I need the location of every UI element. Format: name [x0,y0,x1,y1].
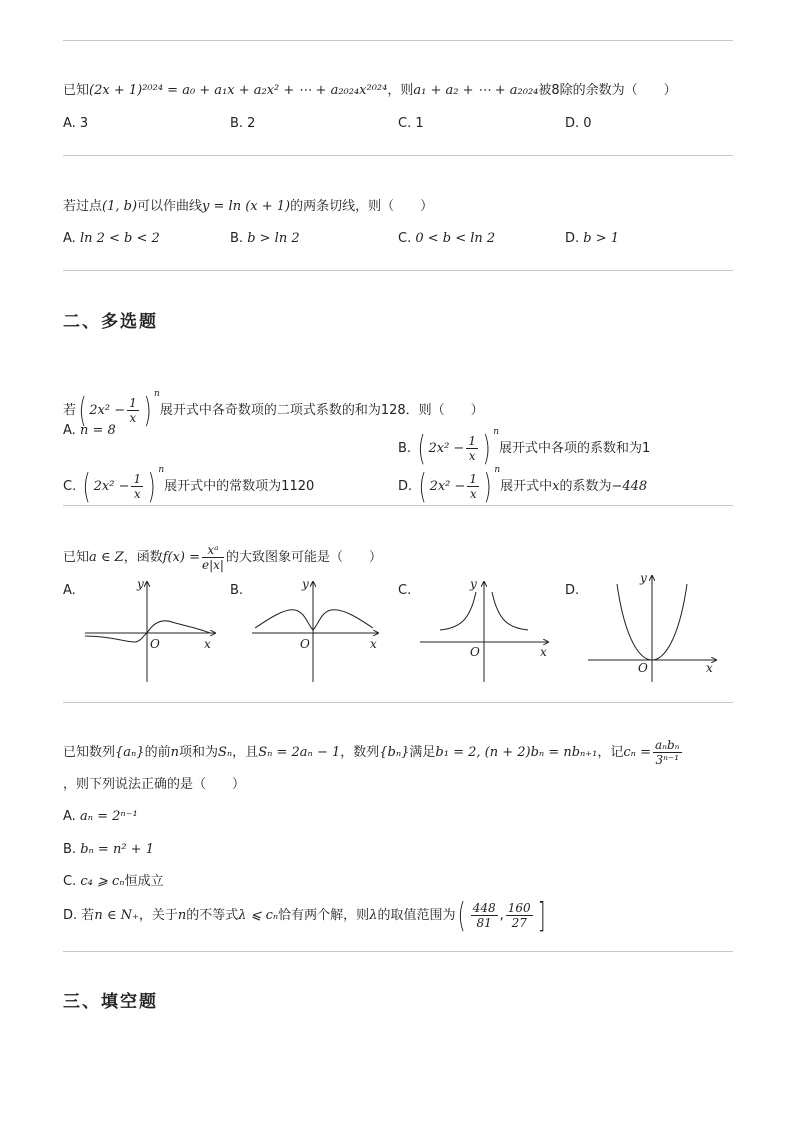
math-text: 可以作曲线 [137,199,203,214]
math-text: x [129,411,137,425]
math-text [202,543,224,572]
math-text: 27 [511,916,527,930]
q1-stem [63,82,677,100]
math-text: 恰有两个解，则 [278,908,370,923]
math-text: C. [398,231,412,246]
math-text: ，记 [597,745,624,760]
math-text: 已知数列 [63,745,116,760]
math-text: ，函数 [123,550,163,565]
math-text: 展开式中各奇数项的二项式系数的和为128．则（ ） [159,403,484,418]
y-axis-label: y [302,577,309,591]
math-text: ，则 [387,83,414,98]
q1-sum: a₁ + a₂ + ⋯ + a₂₀₂₄ [413,83,539,98]
math-text: ln 2 < b < 2 [79,231,160,246]
math-text: ，且 [232,745,259,760]
divider [63,951,733,952]
math-text: ( [417,428,426,469]
math-text: B. [63,842,77,857]
math-text: b > ln 2 [247,231,300,246]
divider [63,270,733,271]
math-text: {bₙ} [379,745,410,760]
math-text: 满足 [409,745,436,760]
math-text: f(x) = [162,550,201,565]
math-text: ] [537,895,546,936]
math-text: 被8除的余数为（ ） [538,83,677,98]
q4-option-a-label[interactable]: A. [63,583,76,598]
math-text [653,738,682,767]
q2-option-b[interactable] [230,230,300,248]
math-text: {aₙ} [115,745,145,760]
math-text: −448 [611,479,648,494]
math-text: 81 [476,916,492,930]
math-text: 的不等式 [186,908,239,923]
q4-graphs [0,570,794,690]
math-text: 恒成立 [124,874,164,889]
q2-option-a[interactable] [63,230,160,248]
math-text: xᵃ [202,543,224,558]
math-text: B. [398,441,412,456]
q5-stem-line1 [63,736,684,770]
graph-a[interactable] [85,577,215,682]
math-text: a ∈ Z [89,550,124,565]
q5-option-d[interactable]: D. 若n ∈ N₊，关于n的不等式λ ⩽ cₙ恰有两个解，则λ的取值范围为( $\frac{448}{81}$ , $\frac{160}{27}$ ] [63,895,546,936]
section-title-multiple-choice: 二、多选题 [63,312,158,332]
graph-d[interactable] [588,571,716,682]
graph-c[interactable] [420,577,548,682]
math-text: b₁ = 2, (n + 2)bₙ = nbₙ₊₁ [435,745,598,760]
q1-option-a[interactable]: A. 3 [63,116,89,131]
math-text: b > 1 [583,231,620,246]
math-text: 的大致图象可能是（ ） [225,550,382,565]
math-text: 若过点 [63,199,103,214]
math-text [471,901,498,930]
math-text: 项和为 [178,745,218,760]
math-text: c₄ ⩾ cₙ [80,874,125,889]
math-text: 1 [133,472,142,486]
math-text: ( [418,466,427,507]
math-text: Sₙ = 2aₙ − 1 [258,745,341,760]
math-text: 2x² − [89,403,126,418]
q4-option-d-label[interactable]: D. [565,583,580,598]
origin-label: O [300,637,310,651]
math-text: D. [398,479,413,494]
x-axis-label: x [370,637,377,651]
math-text: ，关于 [138,908,178,923]
math-text: B. [230,231,244,246]
section-title-fill-in: 三、填空题 [63,992,158,1012]
x-axis-label: x [204,637,211,651]
q2-option-c[interactable] [398,230,495,248]
q1-option-d[interactable]: D. 0 [565,116,592,131]
math-text: 0 < b < ln 2 [415,231,496,246]
math-text: 的系数为 [559,479,612,494]
y-axis-label: y [640,571,647,585]
math-text: e|x| [202,558,224,572]
math-text: 1 [469,472,478,486]
math-text: 160 [507,901,531,915]
math-text: n [177,908,187,923]
divider [63,155,733,156]
x-axis-label: x [540,645,547,659]
math-text: 2x² − [429,479,466,494]
graph-b[interactable] [252,577,378,682]
math-text: A. [63,809,76,824]
math-text: 展开式中 [500,479,553,494]
math-text: λ ⩽ cₙ [238,908,279,923]
y-axis-label: y [137,577,144,591]
math-text: x [552,479,560,494]
math-text: 已知 [63,550,90,565]
math-text: x [468,449,476,463]
math-text: 1 [468,434,476,448]
math-text: x [469,487,477,501]
q3-stem: 若( 2x² − $\frac{1}{x}$ ) $^n$展开式中各奇数项的二项式系数的和为128．则（ ） [63,389,484,431]
math-text: ) [143,390,152,431]
math-text: cₙ = [623,745,651,760]
math-text: 展开式中的常数项为1120 [164,479,315,494]
math-text: n = 8 [79,423,116,438]
math-text: D. [565,231,580,246]
math-text: ( [83,466,91,507]
math-text [467,472,479,501]
math-text: 1 [129,396,137,410]
math-text: n ∈ N₊ [94,908,139,923]
math-text [506,901,533,930]
math-text: 的前 [144,745,171,760]
q5-option-b[interactable] [63,841,154,859]
y-axis-label: y [470,577,477,591]
math-text: ) [482,428,491,469]
math-text: 2x² − [428,441,465,456]
math-text: ，数列 [340,745,380,760]
math-text: A. [63,423,76,438]
math-text: D. [63,908,78,923]
math-text: λ [369,908,378,923]
origin-label: O [638,661,648,675]
math-text: 若 [63,403,77,418]
math-text: bₙ = n² + 1 [80,842,154,857]
math-text: 的取值范围为 [377,908,456,923]
q1-option-c[interactable]: C. 1 [398,116,424,131]
q5-option-a[interactable] [63,808,138,826]
math-text: 若 [81,908,95,923]
q5-stem-line2: ，则下列说法正确的是（ ） [63,777,246,792]
origin-label: O [150,637,160,651]
q4-option-c-label[interactable]: C. [398,583,412,598]
q3-option-c[interactable]: C. ( 2x² − $\frac{1}{x}$ ) $^n$展开式中的常数项为1120 [63,465,315,507]
math-text: ) [483,466,492,507]
math-text: A. [63,231,76,246]
math-text: ( [458,895,467,936]
q4-option-b-label[interactable]: B. [230,583,244,598]
q1-expansion: (2x + 1)²⁰²⁴ = a₀ + a₁x + a₂x² + ⋯ + a₂₀₂₄x²⁰²⁴ [89,83,388,98]
math-text: C. [63,479,77,494]
math-text: 3ⁿ⁻¹ [655,753,680,767]
math-text [131,472,143,501]
math-text: Sₙ [217,745,233,760]
q5-option-c[interactable] [63,873,164,891]
math-text: 展开式中各项的系数和为1 [499,441,651,456]
math-text: ) [147,466,156,507]
origin-label: O [470,645,480,659]
math-text: 已知 [63,83,90,98]
q1-option-b[interactable]: B. 2 [230,116,256,131]
math-text: 2x² − [93,479,130,494]
math-text: n [170,745,179,760]
math-text: aₙbₙ [654,738,680,752]
divider [63,40,733,41]
math-text: 448 [472,901,496,915]
math-text: ( [78,390,87,431]
math-text: 的两条切线，则（ ） [290,199,434,214]
q3-option-b[interactable]: B. ( 2x² − $\frac{1}{x}$ ) $^n$展开式中各项的系数和为1 [398,427,651,469]
q2-stem [63,198,433,216]
q3-option-d[interactable]: D. ( 2x² − $\frac{1}{x}$ ) $^n$展开式中x的系数为−448 [398,465,648,507]
math-text: (1, b) [102,199,138,214]
divider [63,702,733,703]
q2-option-d[interactable] [565,230,619,248]
math-text: aₙ = 2ⁿ⁻¹ [79,809,138,824]
x-axis-label: x [706,661,713,675]
math-text: C. [63,874,77,889]
q3-option-a[interactable] [63,422,116,440]
math-text: x [133,487,141,501]
math-text [127,396,139,425]
math-text: y = ln (x + 1) [202,199,291,214]
